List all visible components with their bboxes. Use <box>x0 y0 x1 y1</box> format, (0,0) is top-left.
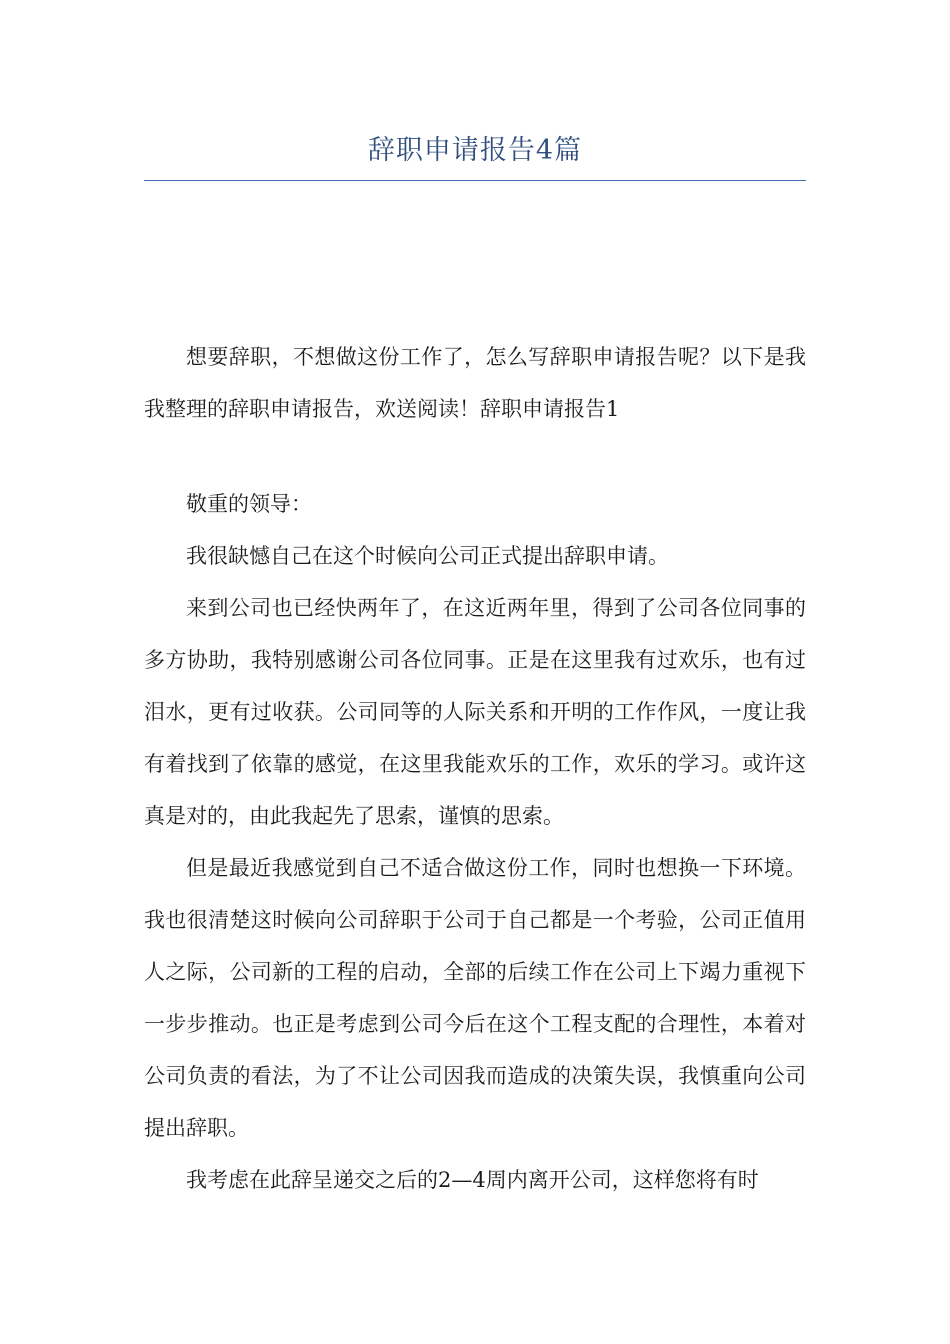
title-divider <box>144 180 806 181</box>
intro-paragraph: 想要辞职，不想做这份工作了，怎么写辞职申请报告呢？以下是我我整理的辞职申请报告，欢送阅读！辞职申请报告1 <box>144 345 806 421</box>
body-paragraph: 来到公司也已经快两年了，在这近两年里，得到了公司各位同事的多方协助，我特别感谢公司各位同事。正是在这里我有过欢乐，也有过泪水，更有过收获。公司同等的人际关系和开明的工作作风，一度让我有着找到了依靠的感觉，在这里我能欢乐的工作，欢乐的学习。或许这真是对的，由此我起先了思索，谨慎的思索。 <box>144 596 806 828</box>
body-paragraph: 我考虑在此辞呈递交之后的2—4周内离开公司，这样您将有时 <box>186 1168 759 1192</box>
page-title: 辞职申请报告4篇 <box>367 135 583 166</box>
body-paragraph: 我很缺憾自己在这个时候向公司正式提出辞职申请。 <box>186 544 669 568</box>
body-paragraph: 但是最近我感觉到自己不适合做这份工作，同时也想换一下环境。我也很清楚这时候向公司辞职于公司于自己都是一个考验，公司正值用人之际，公司新的工程的启动，全部的后续工作在公司上下竭力重视下一步步推动。也正是考虑到公司今后在这个工程支配的合理性，本着对公司负责的看法，为了不让公司因我而造成的决策失误，我慎重向公司提出辞职。 <box>144 856 806 1140</box>
document-body <box>144 331 806 1206</box>
salutation: 敬重的领导： <box>186 492 312 516</box>
